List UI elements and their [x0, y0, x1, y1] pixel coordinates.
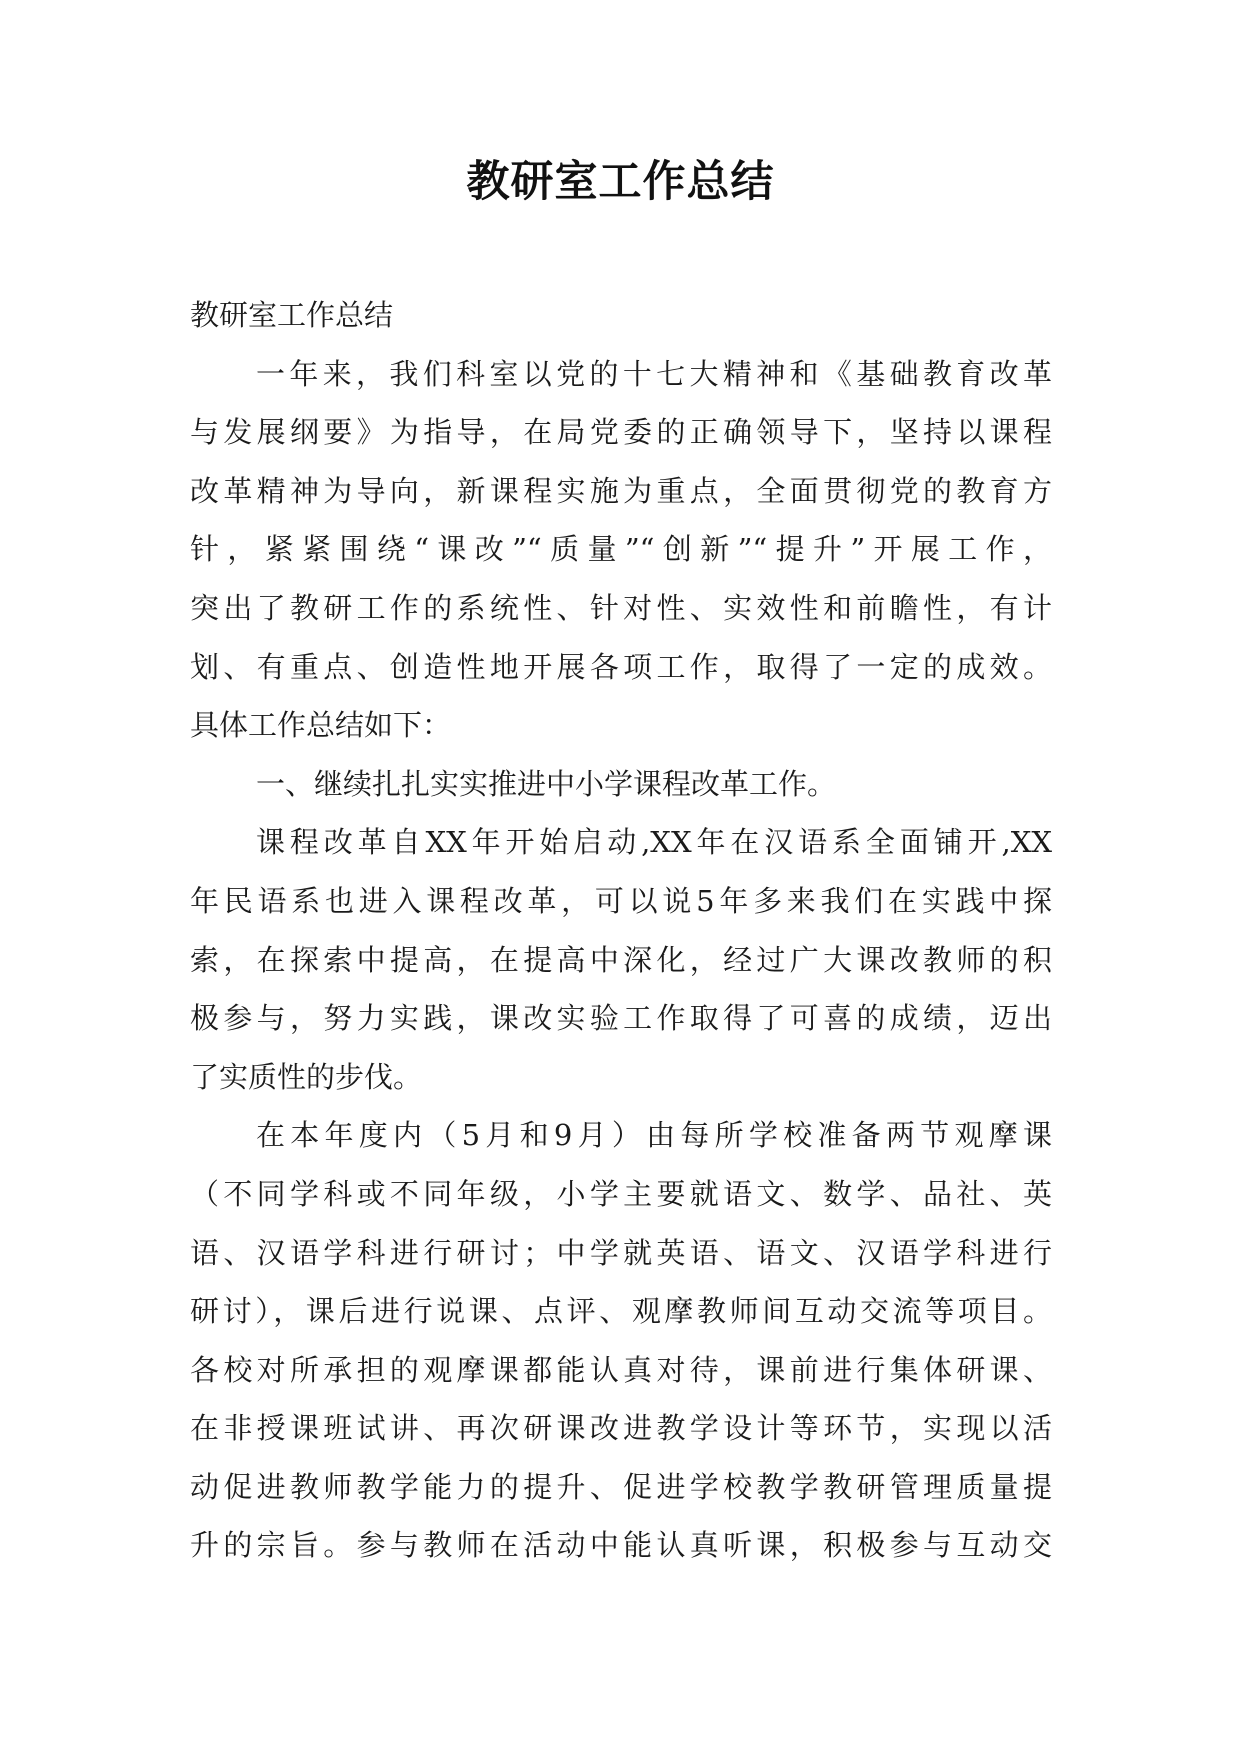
body-text-line: 针，紧紧围绕“课改”“质量”“创新”“提升”开展工作， [190, 532, 1052, 567]
body-text-line: 具体工作总结如下： [190, 708, 452, 743]
body-text-line: 动促进教师教学能力的提升、促进学校教学教研管理质量提 [190, 1469, 1052, 1504]
body-text-line: 课程改革自XX年开始启动,XX年在汉语系全面铺开,XX [256, 825, 1052, 860]
body-text-line: 改革精神为导向，新课程实施为重点，全面贯彻党的教育方 [190, 473, 1052, 508]
body-text-line: 教研室工作总结 [190, 298, 394, 332]
body-text-line: 在非授课班试讲、再次研课改进教学设计等环节，实现以活 [190, 1411, 1052, 1446]
body-text-line: 研讨），课后进行说课、点评、观摩教师间互动交流等项目。 [190, 1294, 1052, 1329]
body-text-line: 升的宗旨。参与教师在活动中能认真听课，积极参与互动交 [190, 1528, 1052, 1563]
body-text-line: （不同学科或不同年级，小学主要就语文、数学、品社、英 [190, 1176, 1052, 1211]
body-text-line: 年民语系也进入课程改革，可以说5年多来我们在实践中探 [190, 883, 1052, 918]
body-text-line: 一年来，我们科室以党的十七大精神和《基础教育改革 [256, 356, 1052, 391]
body-text-line: 与发展纲要》为指导，在局党委的正确领导下，坚持以课程 [190, 415, 1052, 450]
body-text-line: 了实质性的步伐。 [190, 1059, 423, 1094]
body-text-line: 突出了教研工作的系统性、针对性、实效性和前瞻性，有计 [190, 590, 1052, 625]
body-text-line: 在本年度内（5月和9月）由每所学校准备两节观摩课 [256, 1118, 1052, 1153]
body-text-line: 划、有重点、创造性地开展各项工作，取得了一定的成效。 [190, 649, 1052, 684]
document-body [190, 286, 1052, 1575]
body-text-line: 各校对所承担的观摩课都能认真对待，课前进行集体研课、 [190, 1352, 1052, 1387]
body-text-line: 索，在探索中提高，在提高中深化，经过广大课改教师的积 [190, 942, 1052, 977]
document-title: 教研室工作总结 [466, 157, 775, 207]
body-text-line: 语、汉语学科进行研讨；中学就英语、语文、汉语学科进行 [190, 1235, 1052, 1270]
body-text-line: 一、继续扎扎实实推进中小学课程改革工作。 [256, 766, 837, 801]
body-text-line: 极参与，努力实践，课改实验工作取得了可喜的成绩，迈出 [190, 1001, 1052, 1036]
